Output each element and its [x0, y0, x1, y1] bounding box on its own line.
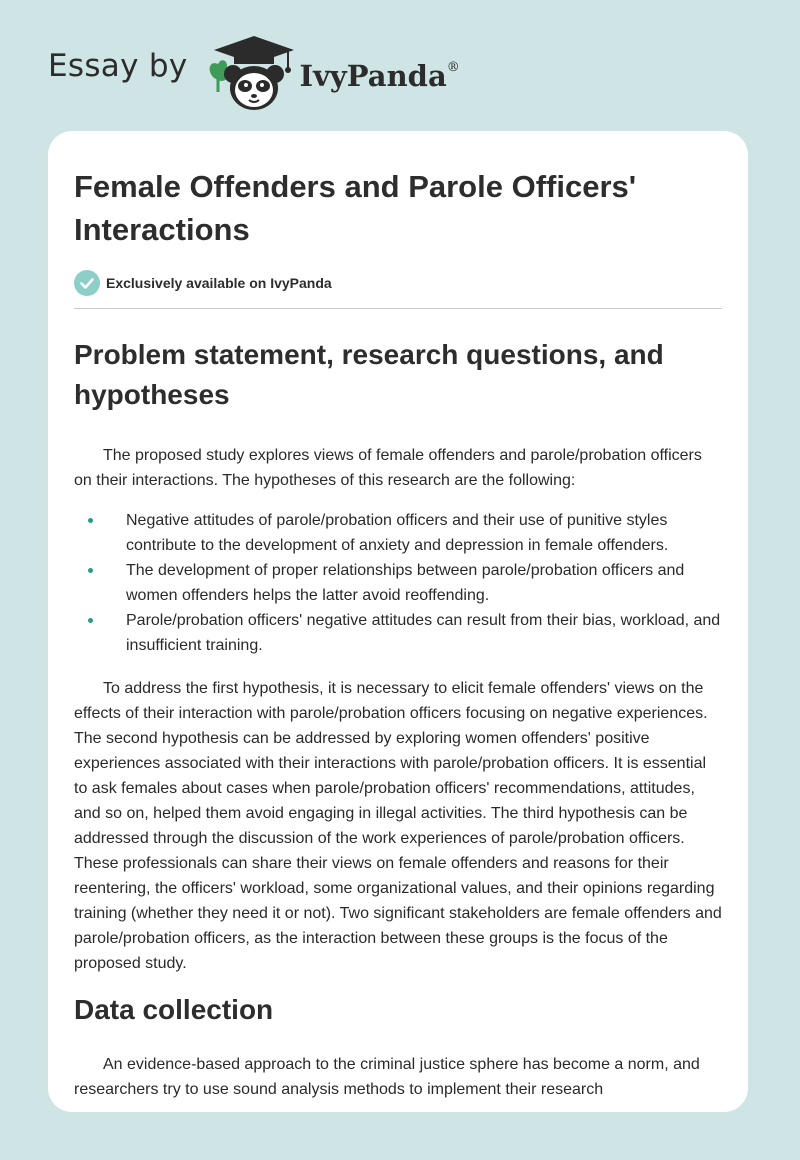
- check-circle-icon: [74, 270, 100, 296]
- section-heading-problem: Problem statement, research questions, and hypotheses: [74, 339, 664, 410]
- panda-graduate-logo-icon: [204, 34, 296, 114]
- section-intro-paragraph: The proposed study explores views of female offenders and parole/probation officers on their interactions. The hypotheses of this research are the following:: [74, 447, 702, 489]
- section-heading-data-collection: Data collection: [74, 994, 274, 1025]
- ivypanda-wordmark: [300, 59, 460, 93]
- section-body-paragraph: To address the first hypothesis, it is necessary to elicit female offenders' views on the effects of their interaction with parole/probation officers focusing on negative experiences. The second hypothesis can be addressed by exploring women offenders' positive experiences associated with their interactions with parole/probation officers. It is essential to ask females about cases when parole/probation officers' recommendations, attitudes, and so on, helped them avoid engaging in illegal activities. The third hypothesis can be addressed through the discussion of the work experiences of parole/probation officers. These professionals can share their views on female offenders and reasons for their reentering, the officers' workload, some organizational values, and their opinions regarding training (whether they need it or not). Two significant stakeholders are female offenders and parole/probation officers, as the interaction between these groups is the focus of the proposed study.: [74, 680, 722, 972]
- brand-header[interactable]: [48, 34, 460, 114]
- essay-title: Female Offenders and Parole Officers' Interactions: [74, 169, 637, 247]
- title-divider: [74, 308, 722, 309]
- exclusive-badge: [74, 270, 722, 296]
- registered-mark: ®: [446, 60, 460, 76]
- exclusive-badge-text: Exclusively available on IvyPanda: [106, 275, 332, 291]
- brand-name-text: IvyPanda: [299, 59, 447, 93]
- list-item: Negative attitudes of parole/probation officers and their use of punitive styles contribute to the development of anxiety and depression in female offenders.: [74, 508, 722, 558]
- list-item: The development of proper relationships between parole/probation officers and women offenders helps the latter avoid reoffending.: [74, 558, 722, 608]
- hypotheses-list: [74, 508, 722, 658]
- essay-by-label: Essay by: [48, 48, 188, 84]
- essay-card: [48, 131, 748, 1112]
- list-item: Parole/probation officers' negative attitudes can result from their bias, workload, and insufficient training.: [74, 608, 722, 658]
- data-collection-paragraph: An evidence-based approach to the criminal justice sphere has become a norm, and researchers try to use sound analysis methods to implement their research: [74, 1056, 700, 1098]
